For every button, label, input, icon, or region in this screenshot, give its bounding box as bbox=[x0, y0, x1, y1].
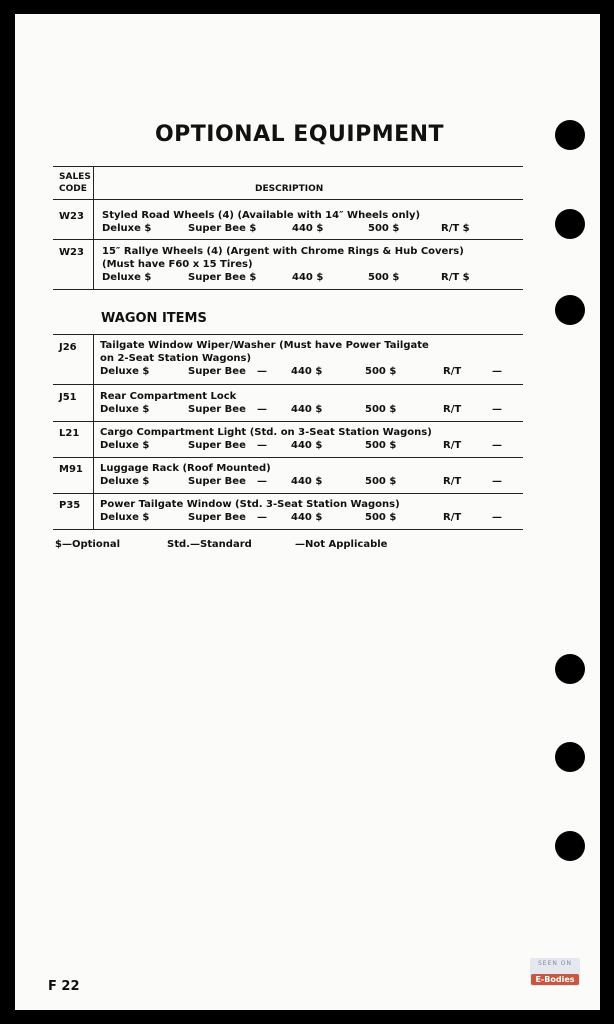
avail-rt: R/T $ bbox=[441, 223, 470, 234]
avail-500: 500 $ bbox=[368, 223, 400, 234]
table-bottom-rule bbox=[53, 289, 523, 290]
wagon-items-heading: WAGON ITEMS bbox=[101, 311, 207, 326]
avail-super-bee: Super Bee bbox=[188, 476, 246, 487]
sales-code: L21 bbox=[59, 428, 80, 439]
avail-super-bee: Super Bee bbox=[188, 404, 246, 415]
binder-hole bbox=[555, 654, 585, 684]
item-description: Styled Road Wheels (4) (Available with 14″ Wheels only) bbox=[102, 210, 421, 221]
avail-rt: R/T bbox=[443, 404, 462, 415]
binder-hole bbox=[555, 831, 585, 861]
column-divider bbox=[93, 166, 94, 290]
avail-deluxe: Deluxe $ bbox=[100, 476, 150, 487]
avail-super-bee-na: — bbox=[257, 476, 267, 487]
avail-rt: R/T bbox=[443, 366, 462, 377]
avail-500: 500 $ bbox=[365, 404, 397, 415]
avail-deluxe: Deluxe $ bbox=[100, 512, 150, 523]
avail-440: 440 $ bbox=[291, 404, 323, 415]
avail-440: 440 $ bbox=[292, 272, 324, 283]
binder-hole bbox=[555, 295, 585, 325]
avail-super-bee-na: — bbox=[257, 366, 267, 377]
page-title: OPTIONAL EQUIPMENT bbox=[154, 122, 445, 147]
wagon-column-divider bbox=[93, 334, 94, 530]
sales-code: M91 bbox=[59, 464, 83, 475]
avail-440: 440 $ bbox=[292, 223, 324, 234]
avail-500: 500 $ bbox=[368, 272, 400, 283]
avail-deluxe: Deluxe $ bbox=[100, 440, 150, 451]
wagon-table-bottom-rule bbox=[53, 529, 523, 530]
catalog-page bbox=[15, 14, 600, 1010]
legend-standard: Std.—Standard bbox=[167, 539, 252, 550]
row-rule bbox=[53, 457, 523, 458]
table-top-rule bbox=[53, 166, 523, 167]
avail-deluxe: Deluxe $ bbox=[100, 366, 150, 377]
page-number: F 22 bbox=[48, 979, 80, 994]
avail-440: 440 $ bbox=[291, 440, 323, 451]
header-rule bbox=[53, 199, 523, 200]
avail-rt-na: — bbox=[492, 440, 502, 451]
item-description-line2: on 2-Seat Station Wagons) bbox=[100, 353, 252, 364]
row-rule bbox=[53, 421, 523, 422]
sales-code: W23 bbox=[59, 247, 84, 258]
avail-440: 440 $ bbox=[291, 476, 323, 487]
avail-super-bee: Super Bee bbox=[188, 512, 246, 523]
avail-super-bee: Super Bee $ bbox=[188, 272, 257, 283]
avail-500: 500 $ bbox=[365, 512, 397, 523]
avail-rt: R/T bbox=[443, 476, 462, 487]
binder-hole bbox=[555, 209, 585, 239]
item-description: Tailgate Window Wiper/Washer (Must have Power Tailgate bbox=[100, 340, 429, 351]
item-description: Power Tailgate Window (Std. 3-Seat Station Wagons) bbox=[100, 499, 400, 510]
avail-deluxe: Deluxe $ bbox=[102, 223, 152, 234]
avail-super-bee: Super Bee bbox=[188, 440, 246, 451]
sales-code-header-line2: CODE bbox=[59, 184, 87, 194]
watermark-line2: E-Bodies bbox=[531, 974, 578, 985]
avail-rt: R/T bbox=[443, 440, 462, 451]
avail-rt: R/T bbox=[443, 512, 462, 523]
avail-rt-na: — bbox=[492, 404, 502, 415]
sales-code-header-line1: SALES bbox=[59, 172, 91, 182]
item-description: Rear Compartment Lock bbox=[100, 391, 237, 402]
avail-super-bee: Super Bee $ bbox=[188, 223, 257, 234]
avail-500: 500 $ bbox=[365, 476, 397, 487]
avail-deluxe: Deluxe $ bbox=[102, 272, 152, 283]
wagon-table-top-rule bbox=[53, 334, 523, 335]
legend-not-applicable: —Not Applicable bbox=[295, 539, 388, 550]
avail-deluxe: Deluxe $ bbox=[100, 404, 150, 415]
avail-rt: R/T $ bbox=[441, 272, 470, 283]
row-rule bbox=[53, 239, 523, 240]
sales-code: J26 bbox=[59, 342, 77, 353]
watermark-line1: SEEN ON bbox=[538, 960, 572, 967]
item-description: 15″ Rallye Wheels (4) (Argent with Chrome Rings & Hub Covers) bbox=[102, 246, 464, 257]
avail-440: 440 $ bbox=[291, 366, 323, 377]
item-description-line2: (Must have F60 x 15 Tires) bbox=[102, 259, 253, 270]
legend-optional: $—Optional bbox=[55, 539, 120, 550]
item-description: Luggage Rack (Roof Mounted) bbox=[100, 463, 271, 474]
description-header: DESCRIPTION bbox=[255, 184, 324, 194]
watermark-logo bbox=[530, 958, 580, 986]
avail-super-bee-na: — bbox=[257, 512, 267, 523]
avail-500: 500 $ bbox=[365, 440, 397, 451]
row-rule bbox=[53, 384, 523, 385]
item-description: Cargo Compartment Light (Std. on 3-Seat Station Wagons) bbox=[100, 427, 432, 438]
sales-code: J51 bbox=[59, 392, 77, 403]
avail-super-bee: Super Bee bbox=[188, 366, 246, 377]
avail-super-bee-na: — bbox=[257, 440, 267, 451]
binder-hole bbox=[555, 742, 585, 772]
avail-500: 500 $ bbox=[365, 366, 397, 377]
avail-rt-na: — bbox=[492, 476, 502, 487]
sales-code: W23 bbox=[59, 211, 84, 222]
avail-rt-na: — bbox=[492, 366, 502, 377]
avail-440: 440 $ bbox=[291, 512, 323, 523]
avail-super-bee-na: — bbox=[257, 404, 267, 415]
avail-rt-na: — bbox=[492, 512, 502, 523]
row-rule bbox=[53, 493, 523, 494]
sales-code: P35 bbox=[59, 500, 81, 511]
